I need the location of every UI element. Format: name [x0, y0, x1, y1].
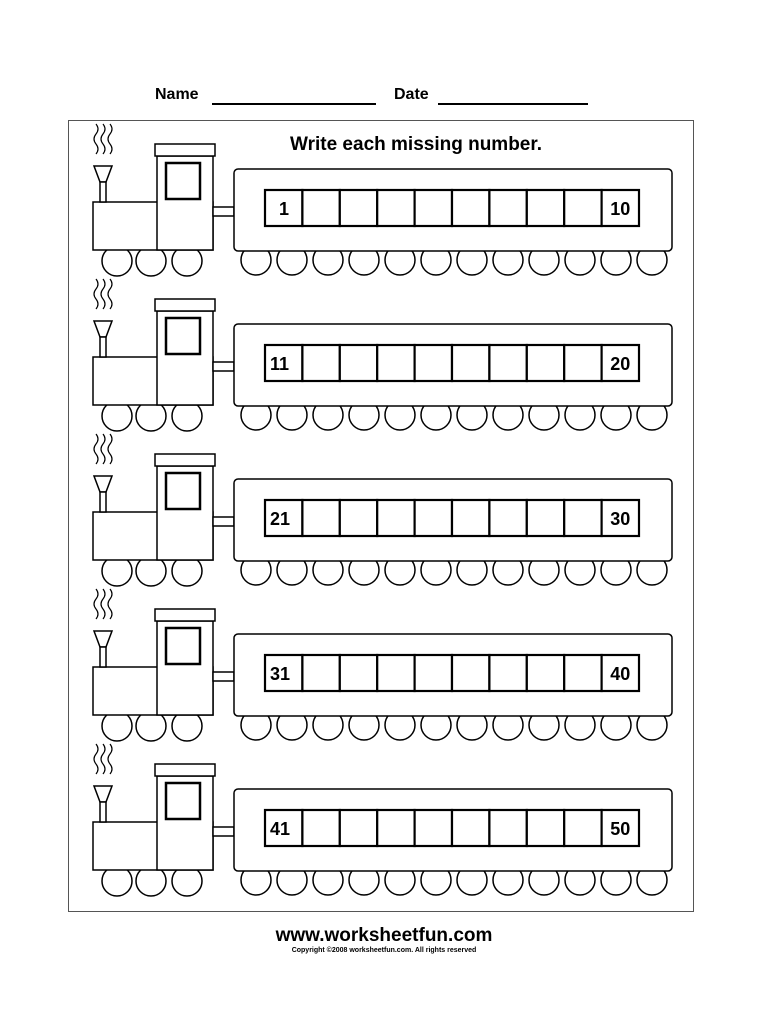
- locomotive-roof: [155, 609, 215, 621]
- number-box: [377, 655, 414, 691]
- number-box: [564, 655, 601, 691]
- cab-window: [166, 473, 200, 509]
- number-box: [302, 655, 339, 691]
- number-box: [377, 345, 414, 381]
- footer-url: www.worksheetfun.com: [275, 925, 493, 946]
- train-row: [93, 279, 672, 431]
- number-box: [564, 190, 601, 226]
- number-box: [489, 500, 526, 536]
- number-strip: [265, 190, 639, 226]
- end-number: 10: [610, 199, 631, 219]
- number-box: [415, 500, 452, 536]
- number-box: [377, 500, 414, 536]
- number-strip: [265, 345, 639, 381]
- number-strip: [265, 500, 639, 536]
- start-number: 41: [270, 819, 291, 839]
- number-box: [489, 190, 526, 226]
- number-box: [564, 500, 601, 536]
- locomotive-roof: [155, 764, 215, 776]
- number-box: [302, 190, 339, 226]
- number-box: [564, 345, 601, 381]
- train-row: [93, 589, 672, 741]
- coupling: [213, 362, 234, 371]
- number-box: [340, 500, 377, 536]
- train-row: [93, 124, 672, 276]
- start-number: 31: [270, 664, 291, 684]
- coupling: [213, 827, 234, 836]
- locomotive-roof: [155, 144, 215, 156]
- end-number: 20: [610, 354, 631, 374]
- number-box: [340, 810, 377, 846]
- start-number: 21: [270, 509, 291, 529]
- chimney-stack: [100, 182, 106, 202]
- number-box: [527, 345, 564, 381]
- number-box: [452, 345, 489, 381]
- number-box: [527, 500, 564, 536]
- chimney-stack: [100, 802, 106, 822]
- cab-window: [166, 163, 200, 199]
- number-box: [527, 190, 564, 226]
- instructions-heading: Write each missing number.: [290, 134, 543, 155]
- chimney-stack: [100, 337, 106, 357]
- number-box: [340, 190, 377, 226]
- number-box: [340, 655, 377, 691]
- number-box: [302, 500, 339, 536]
- chimney-icon: [94, 631, 112, 647]
- chimney-stack: [100, 492, 106, 512]
- chimney-icon: [94, 166, 112, 182]
- end-number: 40: [610, 664, 631, 684]
- chimney-icon: [94, 321, 112, 337]
- chimney-icon: [94, 786, 112, 802]
- cab-window: [166, 318, 200, 354]
- chimney-stack: [100, 647, 106, 667]
- number-box: [302, 345, 339, 381]
- train-row: [93, 434, 672, 586]
- steam-icon: [94, 124, 112, 154]
- number-box: [527, 655, 564, 691]
- steam-icon: [94, 434, 112, 464]
- number-box: [415, 810, 452, 846]
- coupling: [213, 672, 234, 681]
- number-box: [489, 655, 526, 691]
- number-box: [415, 345, 452, 381]
- footer-copyright: Copyright ©2008 worksheetfun.com. All rights reserved: [291, 947, 477, 954]
- number-box: [489, 345, 526, 381]
- number-box: [527, 810, 564, 846]
- number-box: [489, 810, 526, 846]
- number-strip: [265, 810, 639, 846]
- number-strip: [265, 655, 639, 691]
- cab-window: [166, 628, 200, 664]
- coupling: [213, 207, 234, 216]
- number-box: [452, 810, 489, 846]
- start-number: 1: [279, 199, 290, 219]
- name-label: Name: [155, 86, 199, 103]
- chimney-icon: [94, 476, 112, 492]
- steam-icon: [94, 744, 112, 774]
- number-box: [452, 190, 489, 226]
- end-number: 30: [610, 509, 631, 529]
- steam-icon: [94, 279, 112, 309]
- cab-window: [166, 783, 200, 819]
- coupling: [213, 517, 234, 526]
- train-row: [93, 744, 672, 896]
- number-box: [415, 655, 452, 691]
- number-box: [340, 345, 377, 381]
- start-number: 11: [270, 354, 290, 374]
- date-label: Date: [394, 86, 429, 103]
- locomotive-roof: [155, 299, 215, 311]
- number-box: [377, 190, 414, 226]
- number-box: [452, 500, 489, 536]
- steam-icon: [94, 589, 112, 619]
- locomotive-roof: [155, 454, 215, 466]
- number-box: [564, 810, 601, 846]
- number-box: [302, 810, 339, 846]
- number-box: [415, 190, 452, 226]
- end-number: 50: [610, 819, 631, 839]
- number-box: [377, 810, 414, 846]
- number-box: [452, 655, 489, 691]
